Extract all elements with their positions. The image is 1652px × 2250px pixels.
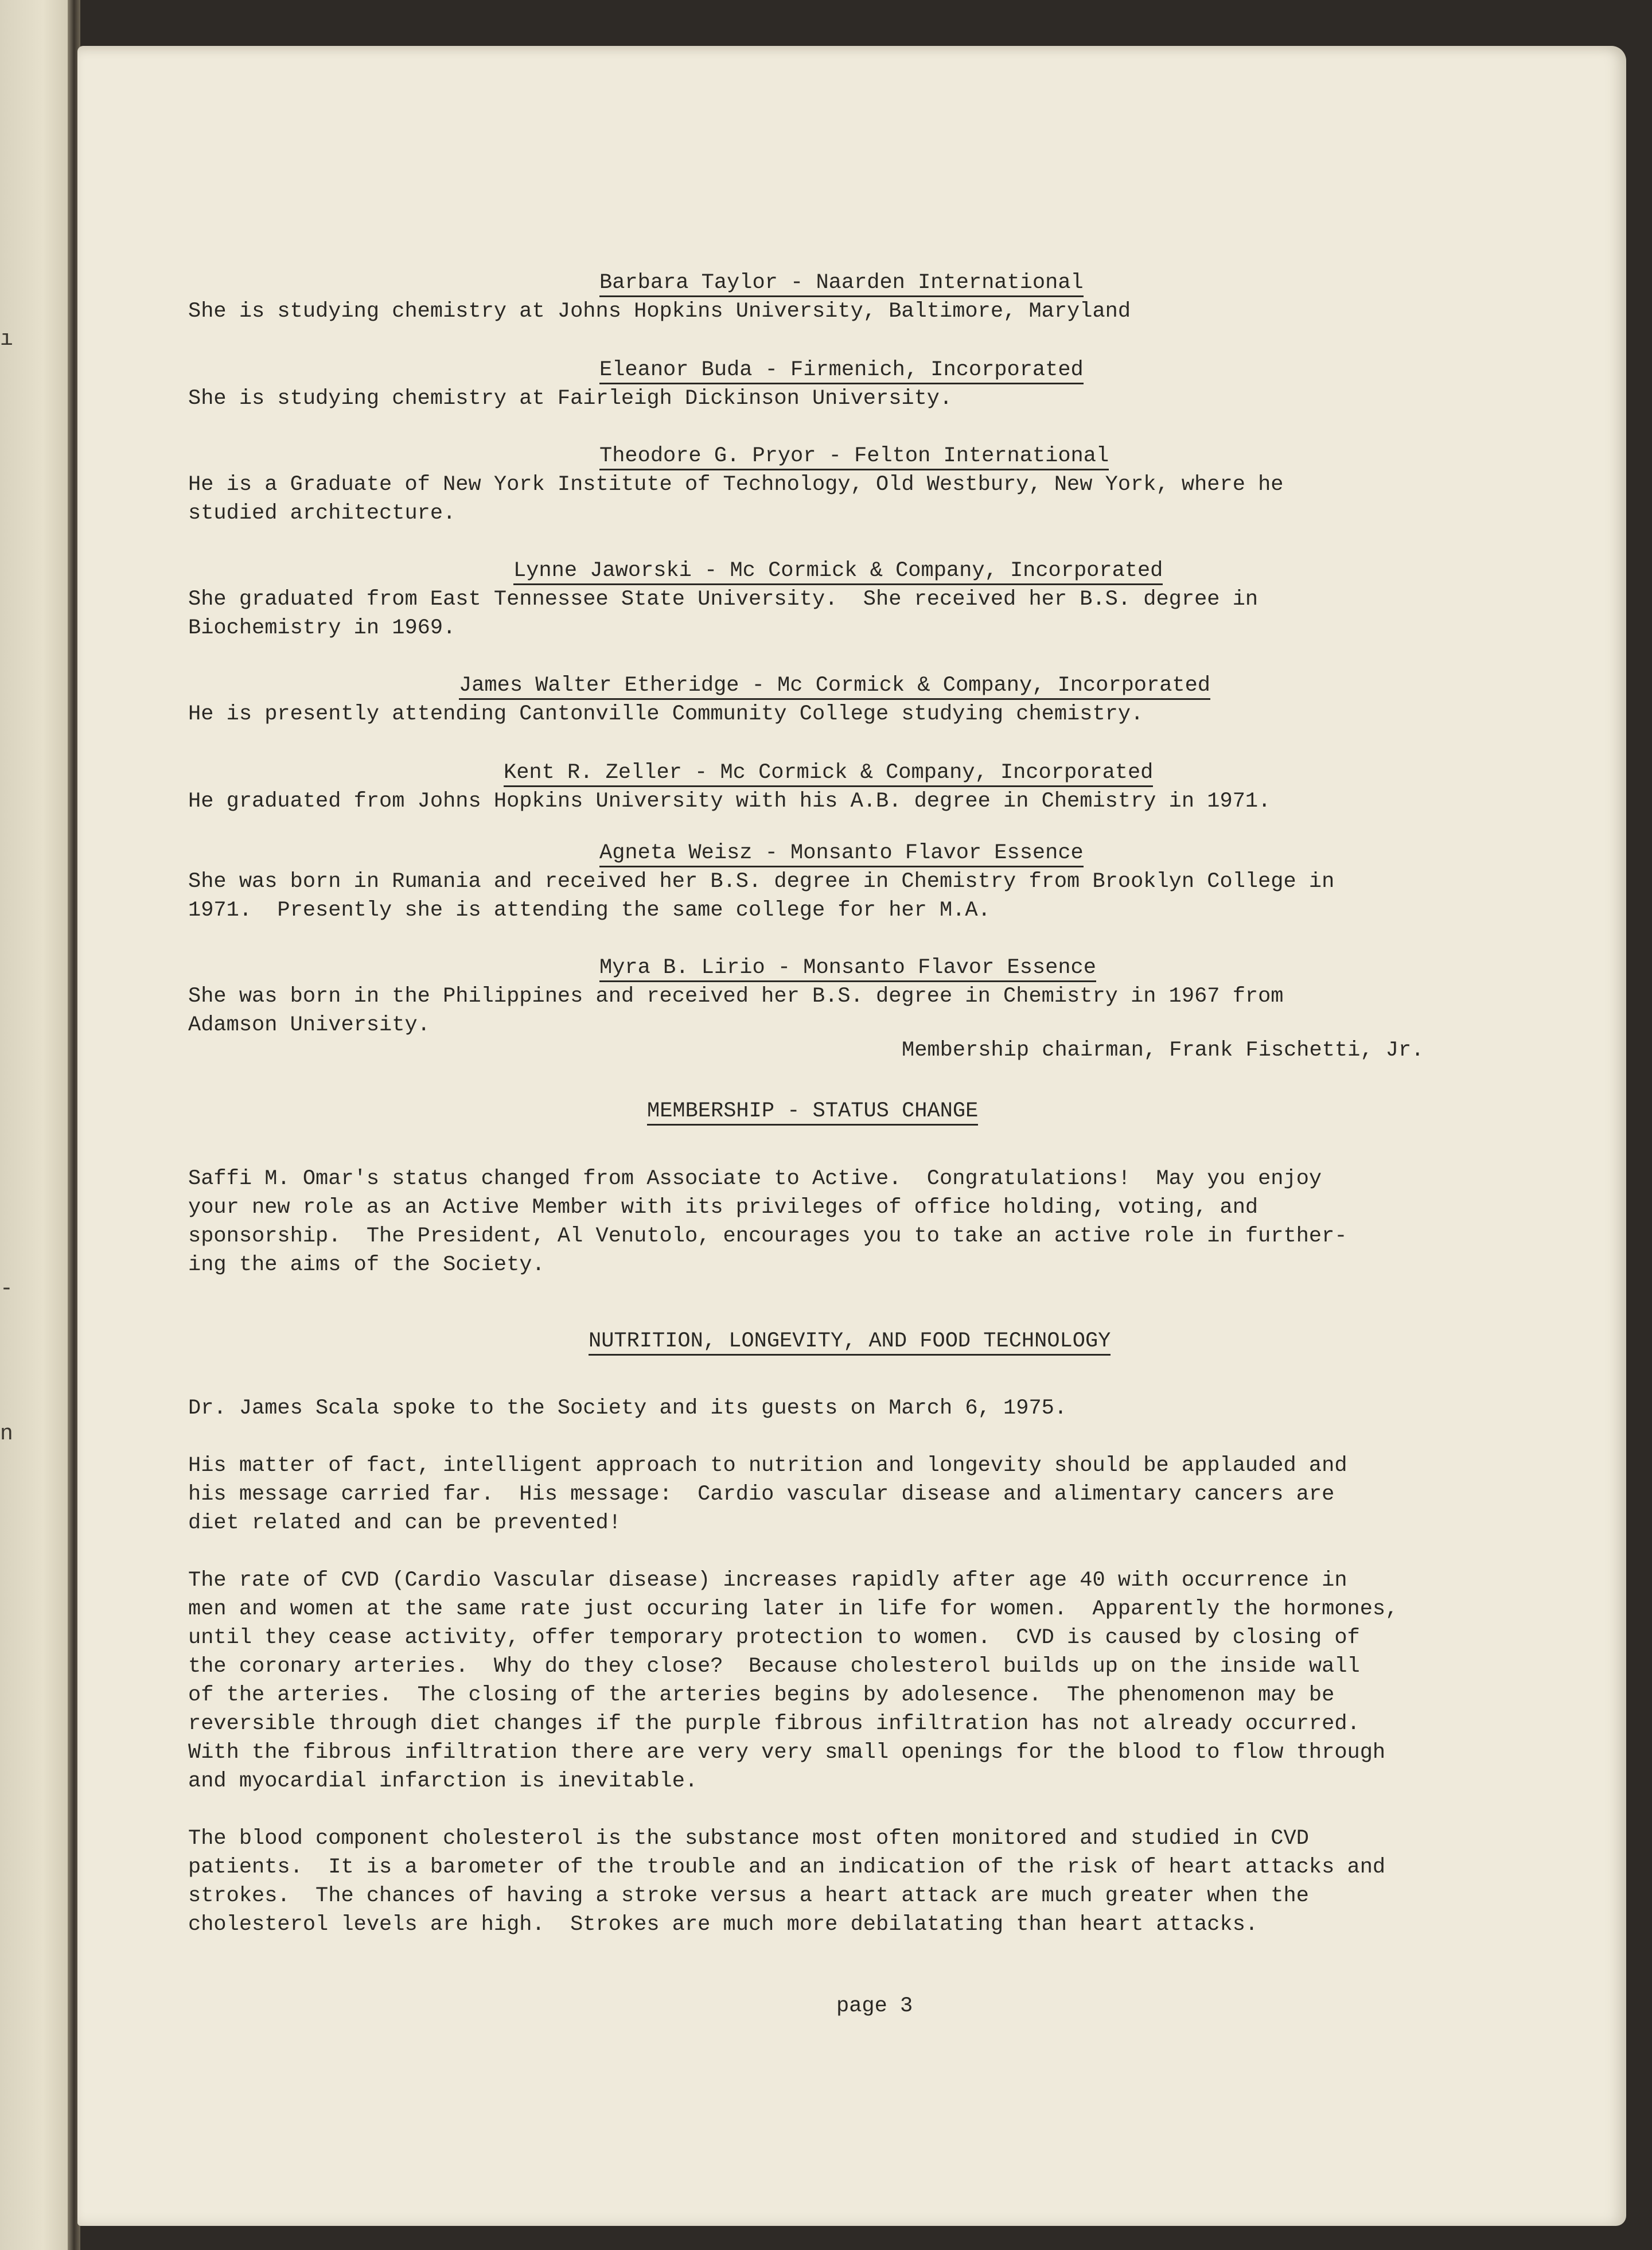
member-name: Theodore G. Pryor - Felton International	[188, 442, 1565, 470]
member-name: Agneta Weisz - Monsanto Flavor Essence	[188, 839, 1565, 867]
member-name: Lynne Jaworski - Mc Cormick & Company, Incorporated	[188, 556, 1565, 585]
member-description: She was born in Rumania and received her B.S. degree in Chemistry from Brooklyn College in 1971. Presently she is attending the same college for her M.A.	[188, 870, 1335, 922]
member-name: Kent R. Zeller - Mc Cormick & Company, Incorporated	[188, 758, 1565, 787]
member-entry	[188, 839, 1565, 925]
member-description: He is a Graduate of New York Institute of Technology, Old Westbury, New York, where he studied architecture.	[188, 473, 1284, 525]
section-heading-membership: MEMBERSHIP - STATUS CHANGE	[647, 1097, 978, 1126]
member-entry	[188, 442, 1565, 528]
member-entry	[188, 556, 1565, 643]
member-entry	[188, 671, 1565, 729]
membership-paragraph: Saffi M. Omar's status changed from Associate to Active. Congratulations! May you enjoy your new role as an Active Member with its privileges of office holding, voting, and sponsorship. The President, Al Venutolo, encourages you to take an active role in further- ing the aims of the Society.	[188, 1167, 1347, 1277]
edge-mark: n	[0, 1422, 13, 1446]
page-number: page 3	[836, 1994, 913, 2018]
edge-mark: ı	[0, 327, 13, 352]
member-entry	[188, 356, 1565, 413]
member-description: She graduated from East Tennessee State University. She received her B.S. degree in Biochemistry in 1969.	[188, 587, 1259, 640]
nutrition-paragraph: His matter of fact, intelligent approach to nutrition and longevity should be applauded and his message carried far. His message: Cardio vascular disease and alimentary cancers are diet related and can be prevented!	[188, 1454, 1347, 1535]
member-entry	[188, 758, 1565, 816]
member-description: She was born in the Philippines and received her B.S. degree in Chemistry in 1967 from Adamson University.	[188, 984, 1284, 1037]
member-name: Myra B. Lirio - Monsanto Flavor Essence	[188, 953, 1565, 982]
member-name: Eleanor Buda - Firmenich, Incorporated	[188, 356, 1565, 384]
nutrition-intro: Dr. James Scala spoke to the Society and its guests on March 6, 1975.	[188, 1396, 1067, 1420]
member-description: He graduated from Johns Hopkins University with his A.B. degree in Chemistry in 1971.	[188, 789, 1271, 813]
membership-chairman-signature: Membership chairman, Frank Fischetti, Jr.	[902, 1038, 1424, 1062]
member-description: He is presently attending Cantonville Community College studying chemistry.	[188, 702, 1144, 726]
member-name: James Walter Etheridge - Mc Cormick & Company, Incorporated	[188, 671, 1565, 700]
nutrition-paragraph: The rate of CVD (Cardio Vascular disease) increases rapidly after age 40 with occurrence in men and women at the same rate just occuring later in life for women. Apparently the hormones, until they cease activity, offer temporary protection to women. CVD is caused by closing of the coronary arteries. Why do they close? Because cholesterol builds up on the inside wall of the arteries. The closing of the arteries begins by adolesence. The phenomenon may be reversible through diet changes if the purple fibrous infiltration has not already occurred. With the fibrous infiltration there are very very small openings for the blood to flow through and myocardial infarction is inevitable.	[188, 1568, 1398, 1793]
member-name: Barbara Taylor - Naarden International	[188, 268, 1565, 297]
section-heading-nutrition: NUTRITION, LONGEVITY, AND FOOD TECHNOLOGY	[589, 1327, 1111, 1356]
edge-mark: -	[0, 1276, 13, 1301]
member-description: She is studying chemistry at Johns Hopkins University, Baltimore, Maryland	[188, 299, 1131, 324]
nutrition-paragraph: The blood component cholesterol is the substance most often monitored and studied in CVD patients. It is a barometer of the trouble and an indication of the risk of heart attacks and strokes. The chances of having a stroke versus a heart attack are much greater when the cholesterol levels are high. Strokes are much more debilatating than heart attacks.	[188, 1827, 1386, 1937]
member-entry	[188, 268, 1565, 326]
member-entry	[188, 953, 1565, 1040]
member-description: She is studying chemistry at Fairleigh Dickinson University.	[188, 387, 953, 411]
